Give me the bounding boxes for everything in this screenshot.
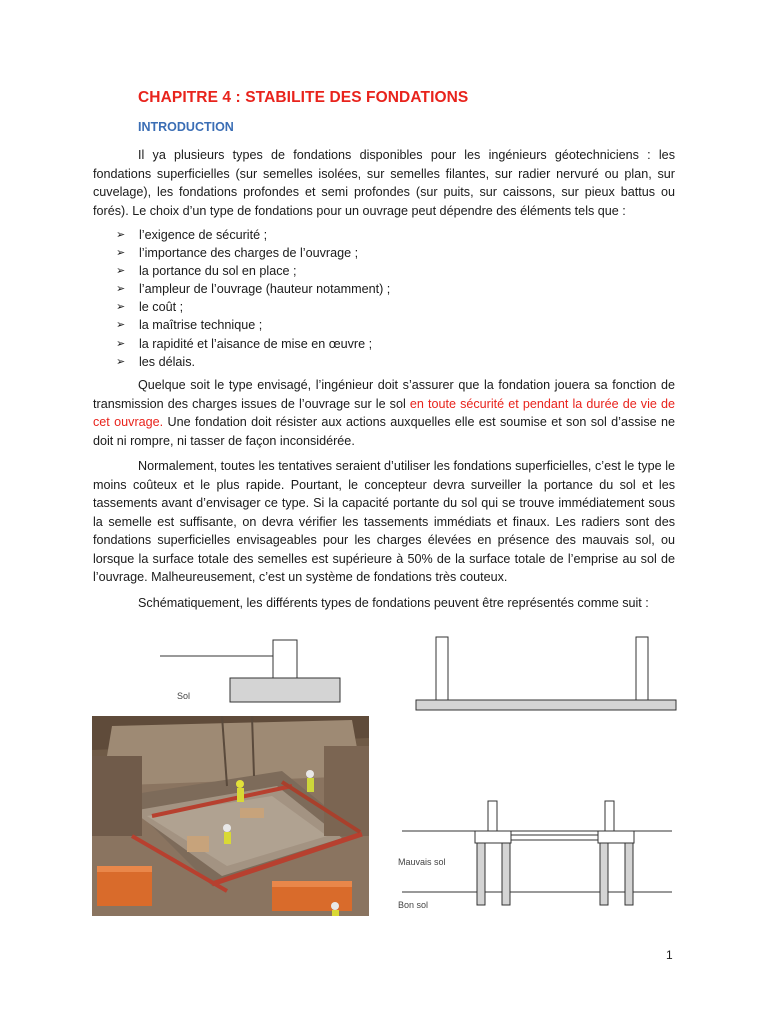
shallow-footing-diagram <box>155 632 355 707</box>
list-item: ➢ l’importance des charges de l’ouvrage ; <box>116 244 390 262</box>
arrow-bullet-icon: ➢ <box>116 319 126 332</box>
paragraph-shallow-foundations: Normalement, toutes les tentatives seraient d’utiliser les fondations superficielles, c’est le type le moins coûteux et le plus rapide. Pourtant, le concepteur devra surveiller la portance du sol et les tassements avant d’envisager ce type. Si la capacité portante du sol qui se trouve immédiatement sous la semelle est suffisante, on devra vérifier les tassements immédiats et finaux. Les radiers sont des fondations superficielles envisageables pour les charges élevées en présence des mauvais sol, ou lorsque la surface totale des semelles est supérieure à 50% de la surface totale de l’emprise au sol de l’ouvrage. Malheureusement, c’est un système de fondations très couteux. <box>93 459 675 584</box>
arrow-bullet-icon: ➢ <box>116 229 126 241</box>
arrow-bullet-icon: ➢ <box>116 337 126 350</box>
list-item: ➢ la portance du sol en place ; <box>116 262 390 280</box>
pile-foundation-diagram <box>380 795 680 915</box>
list-item: ➢ la maîtrise technique ; <box>116 316 390 334</box>
chapter-title: CHAPITRE 4 : STABILITE DES FONDATIONS <box>138 89 469 106</box>
arrow-bullet-icon: ➢ <box>116 265 126 278</box>
arrow-bullet-icon: ➢ <box>116 283 126 296</box>
page-number: 1 <box>666 948 673 962</box>
highlighted-text: en toute sécurité et pendant la durée de vie de cet ouvrage. <box>93 396 676 429</box>
arrow-bullet-icon: ➢ <box>116 355 126 368</box>
arrow-bullet-icon: ➢ <box>116 301 126 314</box>
good-soil-label: Bon sol <box>398 900 429 910</box>
arrow-bullet-icon: ➢ <box>116 247 126 260</box>
soil-label: Sol <box>177 691 191 701</box>
construction-site-photo <box>92 716 369 916</box>
construction-site-image <box>92 716 369 916</box>
bad-soil-label: Mauvais sol <box>398 857 446 867</box>
list-item: ➢ l’exigence de sécurité ; <box>116 226 390 244</box>
raft-foundation-diagram <box>410 632 680 714</box>
paragraph-safety: Quelque soit le type envisagé, l’ingénieur doit s’assurer que la fondation jouera sa fonction de transmission des charges issues de l’ouvrage sur le sol en toute sécurité et pendant la durée de vie de cet ouvrage. Une fondation doit résister aux actions auxquelles elle est soumise et son sol d’assise ne doit ni rompre, ni tasser de façon inconsidérée. <box>93 378 676 448</box>
intro-paragraph: Il ya plusieurs types de fondations disponibles pour les ingénieurs géotechniciens : les fondations superficielles (sur semelles isolées, sur semelles filantes, sur radier nervuré ou plan, sur cuvelage), les fondations profondes et semi profondes (sur puits, sur caissons, sur pieux battus ou forés). Le choix d’un type de fondations pour un ouvrage peut dépendre des éléments tels que : <box>93 148 675 218</box>
section-title: INTRODUCTION <box>138 120 234 134</box>
list-item: ➢ les délais. <box>116 353 390 371</box>
paragraph-schematic-intro: Schématiquement, les différents types de fondations peuvent être représentés comme suit : <box>138 596 649 610</box>
criteria-list <box>116 226 390 371</box>
list-item: ➢ l’ampleur de l’ouvrage (hauteur notamment) ; <box>116 280 390 298</box>
list-item: ➢ le coût ; <box>116 298 390 316</box>
list-item: ➢ la rapidité et l’aisance de mise en œuvre ; <box>116 335 390 353</box>
